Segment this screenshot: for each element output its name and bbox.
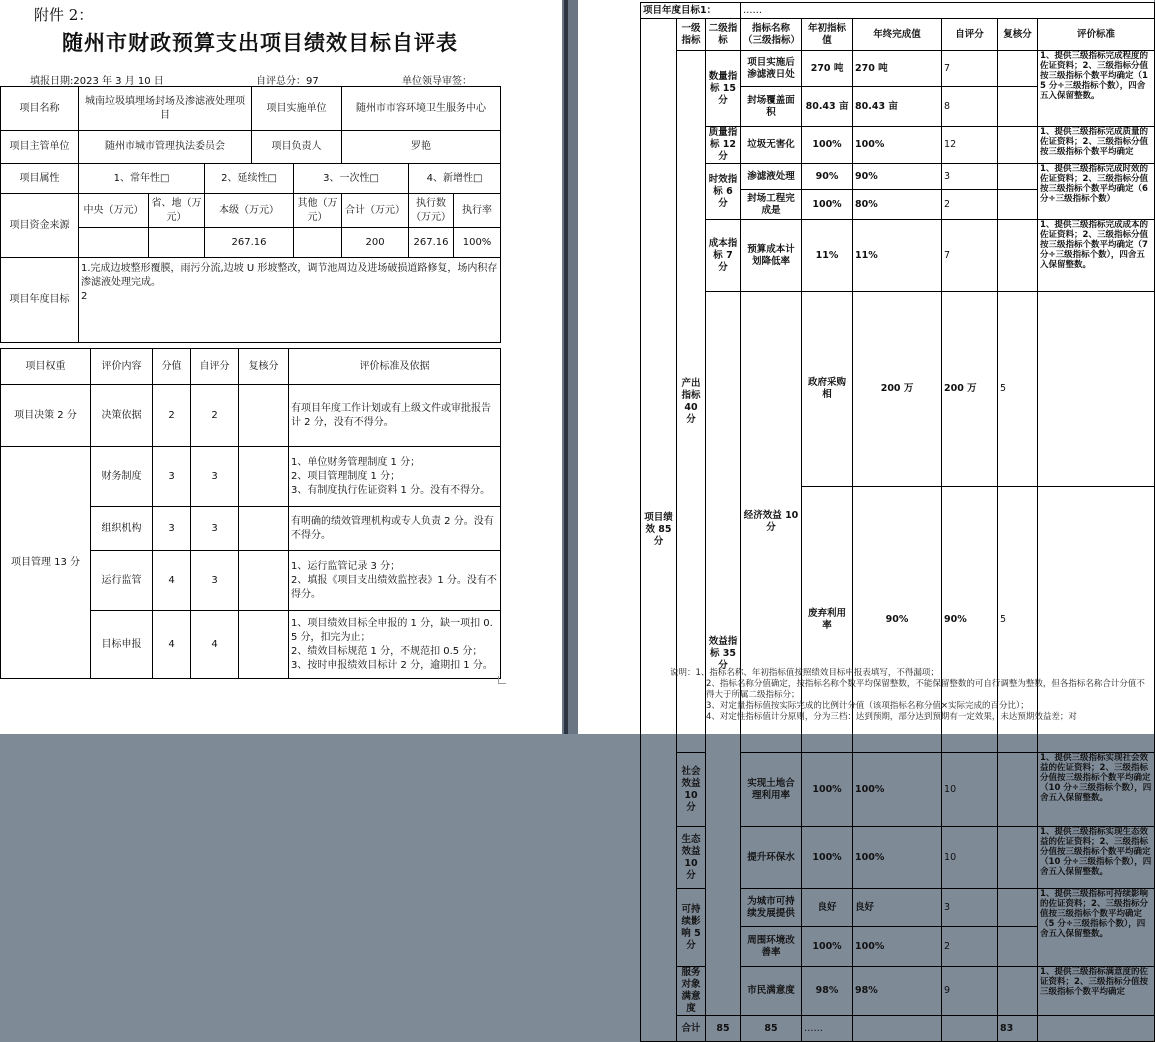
header-std: 评价标准 <box>1038 19 1155 51</box>
fund-header: 本级（万元） <box>205 194 294 228</box>
indicator-name: 项目实施后渗滤液日处 <box>741 51 802 87</box>
indicator-name: 实现土地合理利用率 <box>741 753 802 827</box>
fund-label: 项目资金来源 <box>1 194 79 258</box>
review-score <box>998 827 1038 889</box>
eval-criteria: 1、项目绩效目标全申报的 1 分，缺一项扣 0.5 分，扣完为止； 2、绩效目标规范 1 分，不规范扣 0.5 分； 3、按时申报绩效目标计 2 分，逾期扣 1 分。 <box>289 611 501 679</box>
fill-date: 填报日期:2023 年 3 月 10 日 <box>30 76 164 87</box>
total-init <box>853 1016 942 1042</box>
crop-mark <box>498 676 506 684</box>
note-line: 2、指标名称分值确定，按指标名称个数平均保留整数，不能保留整数的可自行调整为整数，但各指标名称合计分值不得大于所属二级指标分； <box>706 679 1145 700</box>
final-value: 270 吨 <box>853 51 942 87</box>
note-line: 4、对定性指标值计分原则，分为三档：达到预期，部分达到预期有一定效果，未达预期效益差；对 <box>706 712 1077 722</box>
final-value: 80% <box>853 190 942 220</box>
fund-header: 合计（万元） <box>342 194 409 228</box>
std-text: 1、提供三级指标完成成本的佐证资料；2、三级指标分值按三级指标个数平均确定（7 分÷三级指标个数），四舍五入保留整数。 <box>1038 220 1155 292</box>
eval-score: 3 <box>153 507 191 551</box>
fund-value: 267.16 <box>409 228 454 258</box>
eval-score: 2 <box>153 385 191 447</box>
init-value: 80.43 亩 <box>802 87 853 127</box>
eval-header: 项目权重 <box>1 349 91 385</box>
header-self: 自评分 <box>942 19 998 51</box>
goal-line-1: 1.完成边坡整形覆膜，雨污分流,边坡 U 形坡整改，调节池周边及进场破损道路修复，场内积存渗滤液处理完成。 <box>81 263 498 288</box>
final-value: 90% <box>853 164 942 190</box>
annex-label: 附件 2： <box>34 6 94 24</box>
self-score: 5 <box>998 487 1038 753</box>
total-l2: 85 <box>741 1016 802 1042</box>
review-score <box>998 220 1038 292</box>
eval-review <box>239 507 289 551</box>
attr-option[interactable]: 1、常年性□ <box>79 164 205 194</box>
indicator-name: 市民满意度 <box>741 967 802 1016</box>
goal-label: 项目年度目标 <box>1 258 79 343</box>
page-right <box>578 0 1154 1034</box>
header-name: 指标名称（三级指标） <box>741 19 802 51</box>
self-score: 10 <box>942 827 998 889</box>
eval-self: 4 <box>191 611 239 679</box>
self-score: 9 <box>942 967 998 1016</box>
self-score: 8 <box>942 87 998 127</box>
review-score <box>998 967 1038 1016</box>
l2-cell: 生态效益 10 分 <box>677 827 706 889</box>
eval-criteria: 有明确的绩效管理机构或专人负责 2 分。没有不得分。 <box>289 507 501 551</box>
review-score <box>998 51 1038 87</box>
eval-self: 3 <box>191 551 239 611</box>
l2-cell: 经济效益 10 分 <box>741 292 802 753</box>
eval-score: 4 <box>153 551 191 611</box>
eval-header: 自评分 <box>191 349 239 385</box>
top-goal-value: …… <box>741 3 1155 19</box>
final-value: 良好 <box>853 889 942 927</box>
page-divider <box>562 0 578 734</box>
fund-header: 其他（万元） <box>294 194 342 228</box>
eval-content: 运行监管 <box>91 551 153 611</box>
note-line: 3、对定量指标值按实际完成的比例计分值（该项指标名称分值×实际完成的百分比）； <box>706 701 1029 711</box>
init-value: 良好 <box>802 889 853 927</box>
leader-sign: 单位领导审签： <box>402 76 472 87</box>
self-score: 2 <box>942 190 998 220</box>
init-value: 270 吨 <box>802 51 853 87</box>
review-score <box>998 927 1038 967</box>
eval-header: 分值 <box>153 349 191 385</box>
eval-self: 2 <box>191 385 239 447</box>
fund-header: 执行数（万元） <box>409 194 454 228</box>
self-score: 12 <box>942 127 998 164</box>
impl-unit-label: 项目实施单位 <box>252 87 342 131</box>
std-text: 1、提供三级指标完成时效的佐证资料；2、三级指标分值按三级指标个数平均确定（6 分÷三级指标个数） <box>1038 164 1155 220</box>
final-value: 200 万 <box>942 292 998 487</box>
self-score: 10 <box>942 753 998 827</box>
std-text: 1、提供三级指标完成质量的佐证资料；2、三级指标分值按三级指标个数平均确定 <box>1038 127 1155 164</box>
review-score <box>998 753 1038 827</box>
review-score <box>998 889 1038 927</box>
init-value: 100% <box>802 753 853 827</box>
eval-criteria: 1、单位财务管理制度 1 分； 2、项目管理制度 1 分； 3、有制度执行佐证资料 1 分。没有不得分。 <box>289 447 501 507</box>
init-value: 11% <box>802 220 853 292</box>
attr-option[interactable]: 2、延续性□ <box>205 164 294 194</box>
init-value: 90% <box>853 487 942 753</box>
self-score: 2 <box>942 927 998 967</box>
fund-header: 执行率 <box>454 194 501 228</box>
init-value: 98% <box>802 967 853 1016</box>
eval-content: 组织机构 <box>91 507 153 551</box>
header-l1: 一级指标 <box>677 19 706 51</box>
final-value: 100% <box>853 927 942 967</box>
l2-cell: 社会效益 10 分 <box>677 753 706 827</box>
final-value: 80.43 亩 <box>853 87 942 127</box>
note-line: 说明：1、指标名称、年初指标值按照绩效目标申报表填写，不得漏项； <box>670 668 939 678</box>
total-final <box>942 1016 998 1042</box>
header-l2: 二级指标 <box>706 19 741 51</box>
indicator-name: 提升环保水 <box>741 827 802 889</box>
goal-cell <box>79 258 501 343</box>
l2-cell: 可持续影响 5 分 <box>677 889 706 967</box>
l2-cell: 数量指标 15 分 <box>706 51 741 127</box>
header-final: 年终完成值 <box>853 19 942 51</box>
header-init: 年初指标值 <box>802 19 853 51</box>
eval-header: 评价标准及依据 <box>289 349 501 385</box>
fund-value: 267.16 <box>205 228 294 258</box>
attr-option[interactable]: 3、一次性□ <box>294 164 409 194</box>
self-score: 3 <box>942 889 998 927</box>
std-text: 1、提供三级指标完成程度的佐证资料；2、三级指标分值按三级指标个数平均确定（15 分÷三级指标个数），四舍五入保留整数。 <box>1038 51 1155 127</box>
fund-value <box>294 228 342 258</box>
benefit-group: 效益指标 35 分 <box>706 292 741 1016</box>
fund-value: 100% <box>454 228 501 258</box>
review-score <box>1038 292 1155 487</box>
fund-header: 中央（万元） <box>79 194 149 228</box>
leader: 罗艳 <box>342 131 501 164</box>
eval-content: 财务制度 <box>91 447 153 507</box>
fund-value <box>79 228 149 258</box>
page-title: 随州市财政预算支出项目绩效目标自评表 <box>62 30 458 55</box>
review-score <box>998 127 1038 164</box>
review-score <box>998 164 1038 190</box>
project-info-table <box>0 86 501 343</box>
indicator-name: 封场工程完成是 <box>741 190 802 220</box>
indicator-name: 垃圾无害化 <box>741 127 802 164</box>
self-score: 7 <box>942 220 998 292</box>
eval-content: 决策依据 <box>91 385 153 447</box>
indicator-name: 周围环境改善率 <box>741 927 802 967</box>
evaluation-table <box>0 348 501 679</box>
total-self: 83 <box>998 1016 1038 1042</box>
review-score <box>998 190 1038 220</box>
std-text: 1、提供三级指标实现社会效益的佐证资料；2、三级指标分值按三级指标个数平均确定（10 分÷三级指标个数），四舍五入保留整数。 <box>1038 753 1155 827</box>
project-name-label: 项目名称 <box>1 87 79 131</box>
total-name: …… <box>802 1016 853 1042</box>
notes <box>670 668 1150 723</box>
self-score: 5 <box>998 292 1038 487</box>
init-value: 90% <box>802 164 853 190</box>
leader-label: 项目负责人 <box>252 131 342 164</box>
indicator-name: 预算成本计划降低率 <box>741 220 802 292</box>
final-value: 100% <box>853 827 942 889</box>
page-left <box>0 0 562 734</box>
std-text: 1、提供三级指标实现生态效益的佐证资料；2、三级指标分值按三级指标个数平均确定（10 分÷三级指标个数），四舍五入保留整数。 <box>1038 827 1155 889</box>
eval-criteria: 1、运行监管记录 3 分； 2、填报《项目支出绩效监控表》1 分。没有不得分。 <box>289 551 501 611</box>
l2-cell: 质量指标 12 分 <box>706 127 741 164</box>
indicator-name: 废弃利用率 <box>802 487 853 753</box>
indicator-name: 渗滤液处理 <box>741 164 802 190</box>
self-score: 7 <box>942 51 998 87</box>
mgmt-group: 项目管理 13 分 <box>1 447 91 679</box>
total-review <box>1038 1016 1155 1042</box>
attr-label: 项目属性 <box>1 164 79 194</box>
std-text: 1、提供三级指标满意度的佐证资料；2、三级指标分值按三级指标个数平均确定 <box>1038 967 1155 1016</box>
header-review: 复核分 <box>998 19 1038 51</box>
group-main: 项目绩效 85 分 <box>641 19 677 1042</box>
final-value: 100% <box>853 753 942 827</box>
indicator-name: 政府采购相 <box>802 292 853 487</box>
eval-review <box>239 385 289 447</box>
total-label: 合计 <box>677 1016 706 1042</box>
final-value: 90% <box>942 487 998 753</box>
fund-value <box>149 228 205 258</box>
review-score <box>998 87 1038 127</box>
std-text: 1、提供三级指标可持续影响的佐证资料；2、三级指标分值按三级指标个数平均确定（5 分÷三级指标个数），四舍五入保留整数。 <box>1038 889 1155 967</box>
eval-review <box>239 551 289 611</box>
eval-header: 评价内容 <box>91 349 153 385</box>
total-l1: 85 <box>706 1016 741 1042</box>
final-value: 11% <box>853 220 942 292</box>
indicator-name: 为城市可持续发展提供 <box>741 889 802 927</box>
final-value: 98% <box>853 967 942 1016</box>
fund-header: 省、地（万元） <box>149 194 205 228</box>
goal-line-2: 2 <box>81 291 88 302</box>
final-value: 100% <box>853 127 942 164</box>
eval-score: 4 <box>153 611 191 679</box>
eval-review <box>239 611 289 679</box>
eval-self: 3 <box>191 447 239 507</box>
eval-header: 复核分 <box>239 349 289 385</box>
l2-cell: 成本指标 7 分 <box>706 220 741 292</box>
l2-cell: 时效指标 6 分 <box>706 164 741 220</box>
l2-cell: 服务对象满意度 <box>677 967 706 1016</box>
init-value: 100% <box>802 927 853 967</box>
attr-option[interactable]: 4、新增性□ <box>409 164 501 194</box>
indicator-name: 封场覆盖面积 <box>741 87 802 127</box>
init-value: 100% <box>802 127 853 164</box>
eval-content: 目标申报 <box>91 611 153 679</box>
indicator-table <box>640 2 1155 1042</box>
decision-group: 项目决策 2 分 <box>1 385 91 447</box>
fund-value: 200 <box>342 228 409 258</box>
supervisor-label: 项目主管单位 <box>1 131 79 164</box>
top-goal-label: 项目年度目标1： <box>641 3 741 19</box>
init-value: 100% <box>802 827 853 889</box>
self-total: 自评总分：97 <box>256 76 319 87</box>
eval-score: 3 <box>153 447 191 507</box>
init-value: 200 万 <box>853 292 942 487</box>
eval-self: 3 <box>191 507 239 551</box>
output-group: 产出指标 40 分 <box>677 51 706 753</box>
self-score: 3 <box>942 164 998 190</box>
supervisor: 随州市城市管理执法委员会 <box>79 131 252 164</box>
init-value: 100% <box>802 190 853 220</box>
impl-unit: 随州市市容环境卫生服务中心 <box>342 87 501 131</box>
eval-criteria: 有项目年度工作计划或有上级文件或审批报告计 2 分，没有不得分。 <box>289 385 501 447</box>
project-name: 城南垃圾填埋场封场及渗滤液处理项目 <box>79 87 252 131</box>
eval-review <box>239 447 289 507</box>
